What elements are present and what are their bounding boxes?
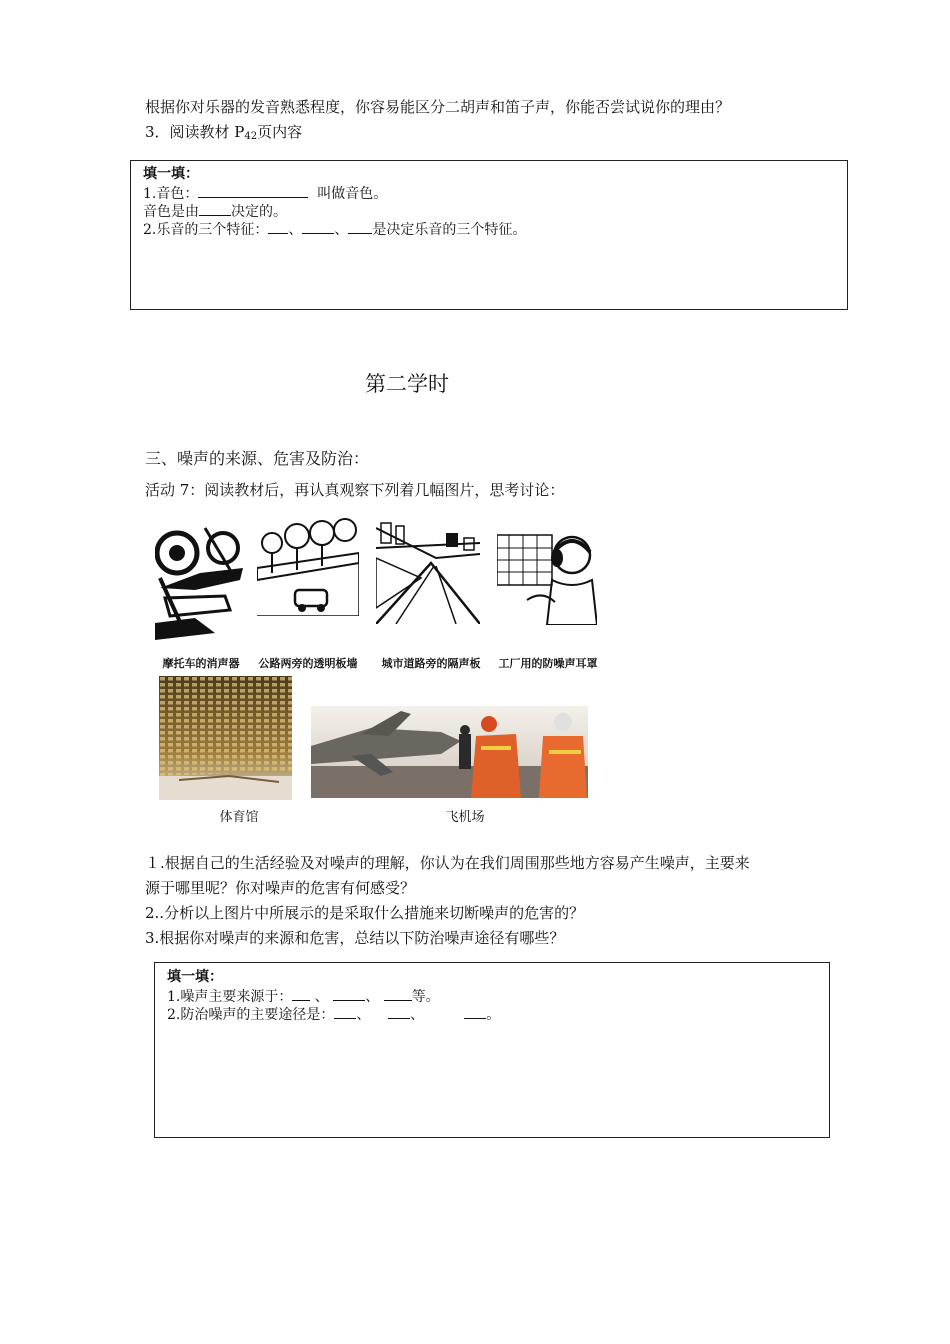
question-1-line-2: 源于哪里呢？你对噪声的危害有何感受？ [145, 879, 416, 897]
fill-line-timbre-cause [143, 202, 287, 221]
fill-line-noise-control [167, 1005, 500, 1024]
line-text: 决定的。 [231, 204, 287, 220]
section-title: 三、噪声的来源、危害及防治： [145, 449, 370, 468]
caption-airport: 飞机场 [445, 810, 485, 825]
blank[interactable] [292, 987, 310, 1001]
fill-line-features [143, 220, 526, 239]
separator: 、 [365, 989, 384, 1005]
line-text: 是决定乐音的三个特征。 [372, 222, 527, 238]
line-text: 等。 [411, 989, 440, 1005]
step-3-line [145, 122, 302, 147]
question-2: 2..分析以上图片中所展示的是采取什么措施来切断噪声的危害的？ [145, 904, 585, 922]
step-3-suffix: 页内容 [257, 123, 303, 141]
caption-motorcycle: 摩托车的消声器 [162, 657, 240, 670]
caption-highway: 公路两旁的透明板墙 [258, 657, 358, 670]
separator: 、 [288, 222, 303, 238]
fill-in-box-timbre [130, 160, 848, 310]
line-text: 2.乐音的三个特征： [143, 222, 269, 238]
separator: 、 [410, 1007, 425, 1023]
blank[interactable] [334, 1005, 356, 1019]
highway-walls-picture [257, 518, 359, 616]
blank[interactable] [198, 184, 308, 198]
page-subscript: 42 [244, 131, 258, 142]
question-3: 3.根据你对噪声的来源和危害，总结以下防治噪声途径有哪些？ [145, 929, 565, 947]
separator: 、 [356, 1007, 375, 1023]
blank[interactable] [199, 202, 231, 216]
line-text: 2.防治噪声的主要途径是： [167, 1007, 335, 1023]
line-text: 。 [486, 1007, 501, 1023]
blank[interactable] [268, 220, 288, 234]
motorcycle-muffler-picture [155, 518, 247, 643]
fill-in-box-noise [154, 962, 830, 1138]
fill-line-noise-sources [167, 987, 440, 1006]
box-title: 填一填： [167, 969, 223, 985]
activity-7: 活动 7：阅读教材后，再认真观察下列着几幅图片，思考讨论： [145, 481, 565, 499]
blank[interactable] [348, 220, 372, 234]
blank[interactable] [388, 1005, 410, 1019]
blank[interactable] [464, 1005, 486, 1019]
blank[interactable] [333, 987, 365, 1001]
box-title: 填一填： [143, 166, 199, 182]
fill-line-timbre-def [143, 184, 387, 203]
airport-picture [311, 706, 588, 798]
caption-gymnasium: 体育馆 [219, 810, 259, 825]
question-1-line-1: １.根据自己的生活经验及对噪声的理解，你认为在我们周围那些地方容易产生噪声，主要来 [145, 854, 750, 872]
line-text: 1.噪声主要来源于： [167, 989, 293, 1005]
line-text: 1.音色： [143, 186, 199, 202]
separator: 、 [334, 222, 349, 238]
step-3-prefix: 3．阅读教材 P [145, 123, 245, 141]
caption-factory: 工厂用的防噪声耳罩 [498, 657, 598, 670]
ear-muffs-picture [497, 530, 597, 625]
lesson-heading: 第二学时 [365, 372, 449, 396]
line-text: 音色是由 [143, 204, 199, 220]
question-instruments: 根据你对乐器的发音熟悉程度，你容易能区分二胡声和笛子声，你能否尝试说你的理由？ [145, 98, 731, 116]
blank[interactable] [302, 220, 334, 234]
separator: 、 [310, 989, 334, 1005]
gymnasium-picture [159, 676, 292, 800]
line-text: 叫做音色。 [317, 186, 388, 202]
road-barrier-picture [376, 518, 480, 624]
blank[interactable] [384, 987, 412, 1001]
caption-city-road: 城市道路旁的隔声板 [381, 657, 481, 670]
